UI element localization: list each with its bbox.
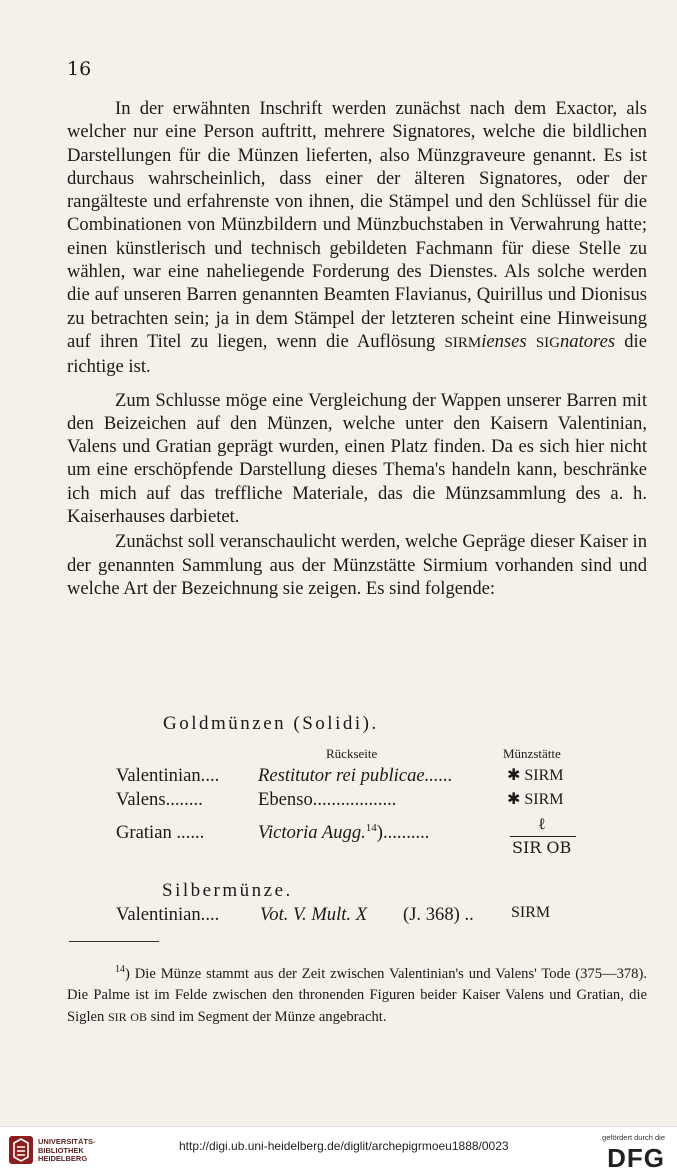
mint-mark: SIRM [524, 791, 564, 808]
silver-heading: Silbermünze. [162, 880, 293, 901]
footnote-divider [69, 941, 159, 942]
ruler-name: Valens........ [116, 789, 203, 810]
footnote-ref: 14 [365, 822, 377, 834]
paragraph-1 [67, 97, 647, 379]
ruler-name: Gratian ...... [116, 822, 205, 843]
paragraph-2: Zum Schlusse möge eine Vergleichung der Wappen unserer Barren mit den Beizeichen auf den Münzen, welche unter den Kaisern Valentinian, Valens und Gratian geprägt wurden, einen Platz finden. Da es sich hier nicht um eine erschöpfende Darstellung dieses Thema's handeln kann, beschränke ich mich auf das treffliche Materiale, das die Münzsammlung des a. h. Kaiserhauses darbietet. [67, 389, 647, 528]
dfg-logo: DFG [607, 1143, 665, 1173]
sigla: SIR [107, 1009, 127, 1024]
sigla: OB [130, 1009, 147, 1024]
paragraph-1-text: In der erwähnten Inschrift werden zunächst nach dem Exactor, als welcher nur eine Person auftritt, mehrere Signatores, welche die bildlichen Darstellungen für die Münzen lieferten, also Münzgraveure genannt. Es ist durchaus wahrscheinlich, dass einer der älteren Signatores, oder der rangälteste und erfahrenste von ihnen, die Stämpel und den Schlüssel für die Combinationen von Münzbildern und Münzbuchstaben in Verwahrung hatte; einen künstlerisch und technisch gebildeten Fachmann für diese Stelle zu wählen, war eine naheliegende Forderung des Dienstes. Als solche werden die auf unseren Barren genannten Beamten Flavianus, Quirillus und Dionisus zu betrachten sein; ja in dem Stämpel der letzteren scheint eine Hinweisung auf ihren Titel zu liegen, wenn die Auflösung [67, 98, 647, 352]
footer-bar [0, 1126, 677, 1175]
page-number: 16 [67, 58, 92, 80]
catalog-ref: (J. 368) .. [403, 904, 474, 925]
reverse-legend: Restitutor rei publicae...... [258, 765, 453, 786]
university-line: HEIDELBERG [38, 1154, 88, 1164]
abbr-natores: natores [560, 330, 616, 352]
abbr-ienses: ienses [481, 330, 527, 352]
ruler-name: Valentinian.... [116, 904, 220, 925]
reverse-legend: Victoria Augg. [258, 822, 366, 844]
university-seal-icon [8, 1135, 34, 1165]
gold-heading: Goldmünzen (Solidi). [163, 713, 379, 734]
source-url-link[interactable]: http://digi.ub.uni-heidelberg.de/diglit/archepigrmoeu1888/0023 [179, 1139, 509, 1153]
leader-dots: ).......... [376, 822, 430, 844]
funding-label: gefördert durch die [602, 1133, 665, 1142]
mint-mark: SIRM [511, 904, 551, 921]
body-text [67, 97, 647, 600]
university-label [38, 1138, 96, 1164]
abbr-sirm: SIRM [444, 334, 482, 351]
abbr-sig: SIG [535, 334, 560, 351]
paragraph-1-end: die richtige ist. [67, 330, 647, 378]
col-header-reverse: Rückseite [326, 746, 378, 761]
star-mark-icon: ✱ [507, 767, 521, 784]
footnote [67, 959, 647, 1028]
reverse-legend: Vot. V. Mult. X [260, 904, 368, 925]
star-mark-icon: ✱ [507, 791, 521, 808]
paragraph-3: Zunächst soll veranschaulicht werden, welche Gepräge dieser Kaiser in der genannten Sammlung aus der Münzstätte Sirmium vorhanden sind und welche Art der Bezeichnung sie zeigen. Es sind folgende: [67, 531, 647, 599]
footnote-text-end: sind im Segment der Münze angebracht. [146, 1008, 387, 1025]
fraction-line [510, 836, 576, 837]
mint-fraction [510, 814, 576, 858]
footnote-text: ) Die Münze stammt aus der Zeit zwischen Valentinian's und Valens' Tode (375—378). Die Palme ist im Felde zwischen den thronenden Figuren beider Kaiser Valens und Gratian, die Siglen [67, 965, 647, 1025]
university-line: BIBLIOTHEK [38, 1145, 84, 1155]
reverse-legend: Ebenso.................. [258, 789, 397, 810]
university-line: UNIVERSITÄTS- [38, 1137, 96, 1146]
col-header-mint: Münzstätte [503, 746, 561, 761]
ruler-name: Valentinian.... [116, 765, 220, 786]
mint-mark: SIRM [524, 767, 564, 784]
mint-mark: SIR OB [512, 838, 572, 857]
footnote-number: 14 [115, 964, 125, 975]
palm-branch-icon: ℓ [538, 814, 546, 833]
